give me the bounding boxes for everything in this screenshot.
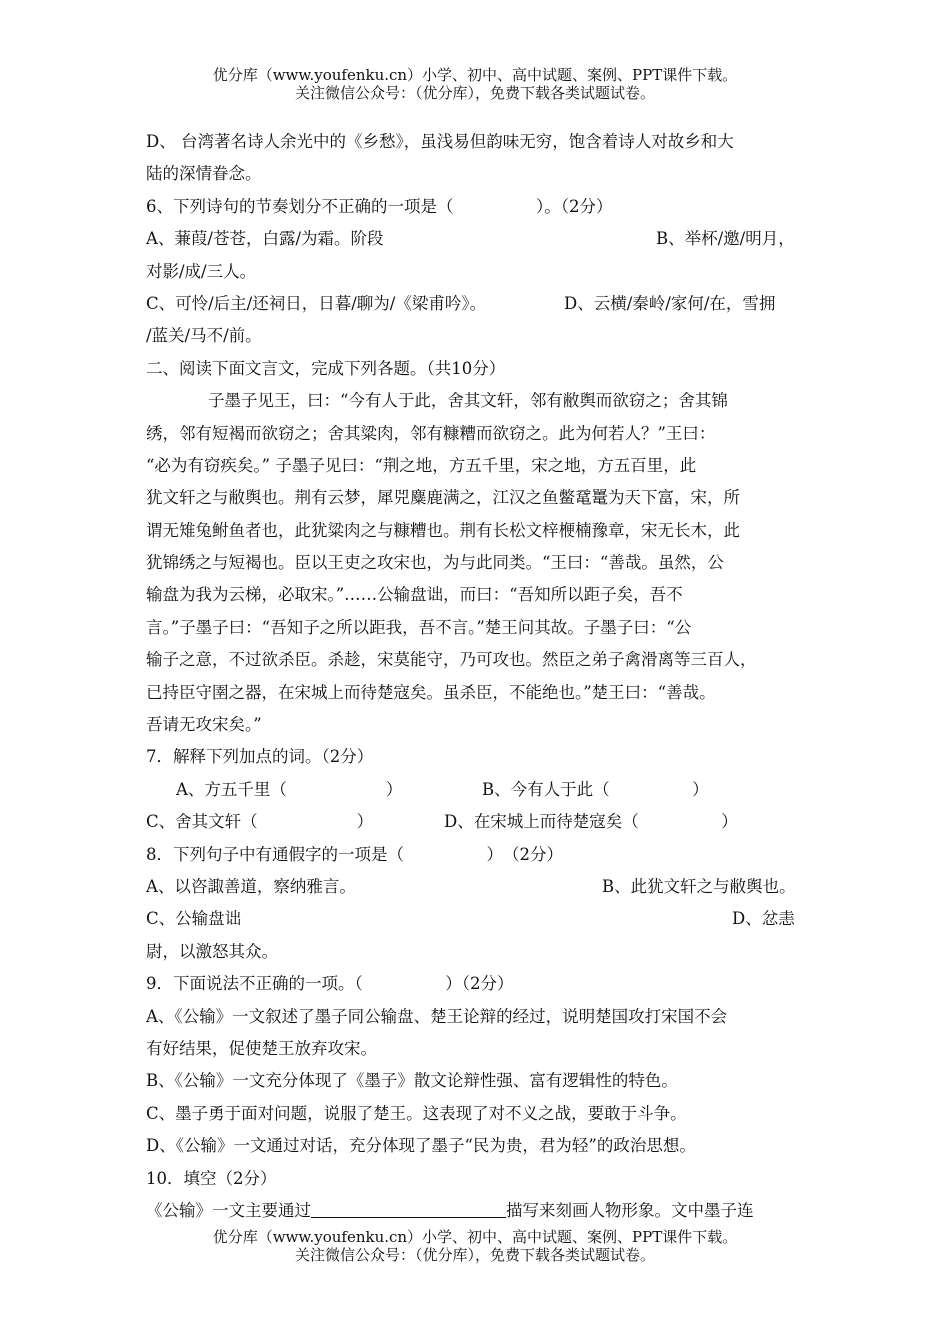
q10-answer-blank[interactable]	[311, 1195, 506, 1218]
passage-line: 犹文轩之与敝舆也。荆有云梦，犀兕麋鹿满之，江汉之鱼鳖鼋鼍为天下富，宋，所	[146, 488, 740, 508]
q8-option-c: C、公输盘诎	[146, 909, 242, 929]
footer-line-2: 关注微信公众号：（优分库），免费下载各类试题试卷。	[294, 1246, 655, 1264]
q6-option-d-cont: /蓝关/马不/前。	[146, 326, 262, 346]
passage-line: 谓无雉兔鲋鱼者也，此犹粱肉之与糠糟也。荆有长松文梓楩楠豫章，宋无长木，此	[146, 520, 740, 540]
q9-stem: 9．下面说法不正确的一项。（ ）（2分）	[146, 974, 514, 994]
q6-row-ab	[146, 223, 816, 255]
q7-option-b: B、今有人于此（ ）	[482, 779, 709, 799]
footer-line-1: 优分库（www.youfenku.cn）小学、初中、高中试题、案例、PPT课件下载。	[212, 1228, 738, 1246]
q7-row-cd	[146, 806, 816, 838]
q9-option-a-line2: 有好结果，促使楚王放弃攻宋。	[146, 1038, 377, 1058]
q6-option-c: C、可怜/后主/还祠日，日暮/聊为/《梁甫吟》。	[146, 293, 487, 313]
q6-option-d: D、云横/秦岭/家何/在，雪拥	[564, 293, 776, 313]
passage-line: 言。”子墨子曰：“吾知子之所以距我，吾不言。”楚王问其故。子墨子曰：“公	[146, 617, 692, 637]
q7-option-d: D、在宋城上而待楚寇矣（ ）	[444, 812, 738, 832]
page-header	[0, 66, 950, 102]
q6-option-b: B、举杯/邀/明月，	[656, 229, 795, 249]
q10-text-pre: 《公输》一文主要通过	[146, 1200, 311, 1220]
passage-line: 子墨子见王，曰：“今有人于此，舍其文轩，邻有敝舆而欲窃之；舍其锦	[208, 391, 728, 411]
passage-line: 犹锦绣之与短褐也。臣以王吏之攻宋也，为与此同类。“王曰：“善哉。虽然，公	[146, 553, 724, 573]
q8-option-d-cont: 尉，以激怒其众。	[146, 941, 278, 961]
q8-option-a: A、以咨諏善道，察纳雅言。	[146, 876, 356, 896]
passage-line: 已持臣守圉之器，在宋城上而待楚寇矣。虽杀臣，不能绝也。”楚王曰：“善哉。	[146, 682, 716, 702]
q6-option-a: A、蒹葭/苍苍，白露/为霜。阶段	[146, 229, 384, 249]
q6-stem: 6、下列诗句的节奏划分不正确的一项是（ ）。（2分）	[146, 196, 613, 216]
header-line-1: 优分库（www.youfenku.cn）小学、初中、高中试题、案例、PPT课件下载。	[212, 66, 738, 84]
q9-option-b: B、《公输》一文充分体现了《墨子》散文论辩性强、富有逻辑性的特色。	[146, 1071, 678, 1091]
q8-option-b: B、此犹文轩之与敝舆也。	[602, 876, 796, 896]
q8-row-cd	[146, 903, 816, 935]
passage-line: “必为有窃疾矣。” 子墨子见曰：“荆之地，方五千里，宋之地，方五百里，此	[146, 455, 697, 475]
q7-option-c: C、舍其文轩（ ）	[146, 812, 374, 832]
passage-line: 吾请无攻宋矣。”	[146, 715, 262, 735]
q7-option-a: A、方五千里（ ）	[176, 779, 403, 799]
q6-option-b-cont: 对影/成/三人。	[146, 261, 257, 281]
q10-text-post: 描写来刻画人物形象。文中墨子连	[506, 1200, 754, 1220]
q8-row-ab	[146, 871, 816, 903]
q9-option-a-line1: A、《公输》一文叙述了墨子同公输盘、楚王论辩的经过，说明楚国攻打宋国不会	[146, 1006, 728, 1026]
q8-option-d: D、忿恚	[732, 909, 795, 929]
page-footer	[0, 1228, 950, 1264]
q8-stem: 8．下列句子中有通假字的一项是（ ） （2分）	[146, 844, 563, 864]
q5-option-d-line2: 陆的深情眷念。	[146, 164, 262, 184]
q10-fill-line	[146, 1195, 816, 1227]
header-line-2: 关注微信公众号：（优分库），免费下载各类试题试卷。	[294, 84, 655, 102]
q7-stem: 7．解释下列加点的词。（2分）	[146, 747, 374, 767]
q9-option-d: D、《公输》一文通过对话，充分体现了墨子“民为贵，君为轻”的政治思想。	[146, 1136, 696, 1156]
section2-title: 二、阅读下面文言文，完成下列各题。（共10分）	[146, 358, 506, 378]
q6-row-cd	[146, 288, 816, 320]
passage-line: 绣，邻有短褐而欲窃之；舍其粱肉，邻有糠糟而欲窃之。此为何若人？”王曰：	[146, 423, 716, 443]
q9-option-c: C、墨子勇于面对问题，说服了楚王。这表现了对不义之战，要敢于斗争。	[146, 1103, 687, 1123]
q5-option-d-line1: D、 台湾著名诗人余光中的《乡愁》，虽浅易但韵味无穷，饱含着诗人对故乡和大	[146, 132, 734, 151]
passage-line: 输子之意，不过欲杀臣。杀趁，宋莫能守，乃可攻也。然臣之弟子禽滑离等三百人，	[146, 650, 757, 670]
q7-row-ab	[146, 774, 816, 806]
q10-stem: 10．填空（2分）	[146, 1168, 277, 1188]
document-body	[146, 126, 816, 1227]
passage-line: 输盘为我为云梯，必取宋。”……公输盘诎，而曰：“吾知所以距子矣，吾不	[146, 585, 683, 605]
